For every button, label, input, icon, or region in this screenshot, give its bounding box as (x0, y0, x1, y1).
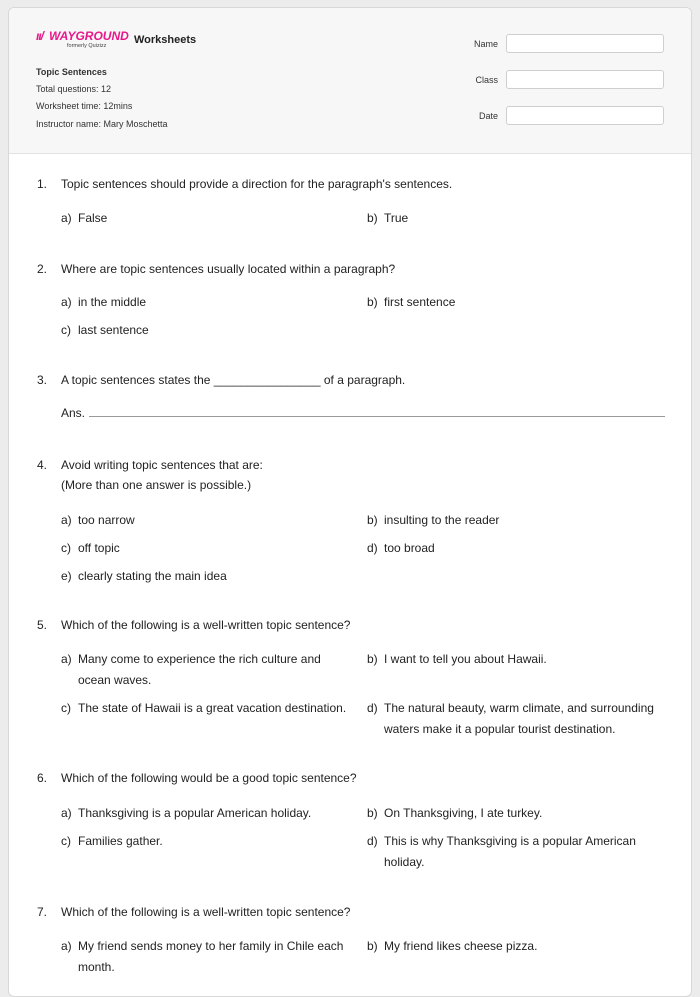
class-label: Class (475, 75, 498, 85)
name-label: Name (473, 39, 498, 49)
brand-title: Worksheets (134, 34, 197, 46)
logo-wordmark: WAYGROUND (49, 29, 129, 43)
option-text: off topic (78, 541, 120, 555)
question-text: Which of the following is a well-written topic sentence? (61, 905, 351, 919)
question-text: Which of the following is a well-written topic sentence? (61, 618, 351, 632)
worksheet-header (9, 8, 691, 154)
option-letter: c) (61, 834, 71, 848)
option-letter: c) (61, 541, 71, 555)
option-text: My friend likes cheese pizza. (384, 939, 538, 953)
answer-label: Ans. (61, 406, 86, 420)
option-text: The state of Hawaii is a great vacation destination. (78, 701, 347, 715)
option-letter: b) (367, 939, 378, 953)
total-questions: Total questions: 12 (36, 84, 112, 94)
question-text: Which of the following would be a good topic sentence? (61, 771, 357, 785)
option-letter: b) (367, 513, 378, 527)
logo-mark-icon: ıı/ (36, 29, 44, 43)
option-text: My friend sends money to her family in Chile each month. (78, 939, 344, 974)
question-number: 7. (37, 905, 48, 919)
option-text: This is why Thanksgiving is a popular American holiday. (384, 834, 636, 869)
question-number: 5. (37, 618, 48, 632)
option-letter: b) (367, 211, 378, 225)
option-text: clearly stating the main idea (78, 569, 227, 583)
question-text: Avoid writing topic sentences that are: (61, 458, 263, 472)
option-text: On Thanksgiving, I ate turkey. (384, 806, 543, 820)
question-text: A topic sentences states the ________________ of a paragraph. (61, 373, 406, 387)
class-field[interactable] (506, 70, 664, 89)
question-number: 4. (37, 458, 48, 472)
option-text: Many come to experience the rich culture and ocean waves. (78, 652, 321, 687)
instructor-name: Instructor name: Mary Moschetta (36, 119, 168, 129)
question-number: 3. (37, 373, 48, 387)
name-field[interactable] (506, 34, 664, 53)
option-letter: b) (367, 806, 378, 820)
logo-subtitle: formerly Quizizz (67, 43, 107, 49)
option-letter: d) (367, 701, 378, 715)
option-text: Thanksgiving is a popular American holiday. (78, 806, 312, 820)
option-text: in the middle (78, 295, 147, 309)
option-letter: b) (367, 652, 378, 666)
question-4-note: (More than one answer is possible.) (61, 478, 252, 492)
option-text: too narrow (78, 513, 135, 527)
option-letter: d) (367, 541, 378, 555)
option-letter: a) (61, 513, 72, 527)
option-letter: c) (61, 701, 71, 715)
option-text: The natural beauty, warm climate, and surrounding waters make it a popular tourist destination. (384, 701, 654, 736)
option-letter: a) (61, 806, 72, 820)
option-letter: a) (61, 939, 72, 953)
question-text: Topic sentences should provide a direction for the paragraph's sentences. (61, 177, 453, 191)
option-text: first sentence (384, 295, 456, 309)
option-letter: b) (367, 295, 378, 309)
option-text: I want to tell you about Hawaii. (384, 652, 547, 666)
option-letter: a) (61, 295, 72, 309)
option-letter: e) (61, 569, 72, 583)
option-text: True (384, 211, 409, 225)
option-text: too broad (384, 541, 435, 555)
option-letter: a) (61, 211, 72, 225)
option-letter: d) (367, 834, 378, 848)
worksheet-page (8, 7, 692, 997)
option-letter: c) (61, 323, 71, 337)
worksheet-topic: Topic Sentences (36, 67, 107, 77)
question-number: 2. (37, 262, 48, 276)
worksheet-time: Worksheet time: 12mins (36, 101, 133, 111)
question-number: 1. (37, 177, 48, 191)
question-text: Where are topic sentences usually located within a paragraph? (61, 262, 396, 276)
option-text: insulting to the reader (384, 513, 500, 527)
option-text: Families gather. (78, 834, 163, 848)
option-letter: a) (61, 652, 72, 666)
date-field[interactable] (506, 106, 664, 125)
answer-line[interactable] (89, 416, 665, 417)
option-text: False (78, 211, 108, 225)
question-number: 6. (37, 771, 48, 785)
date-label: Date (478, 111, 498, 121)
option-text: last sentence (78, 323, 149, 337)
